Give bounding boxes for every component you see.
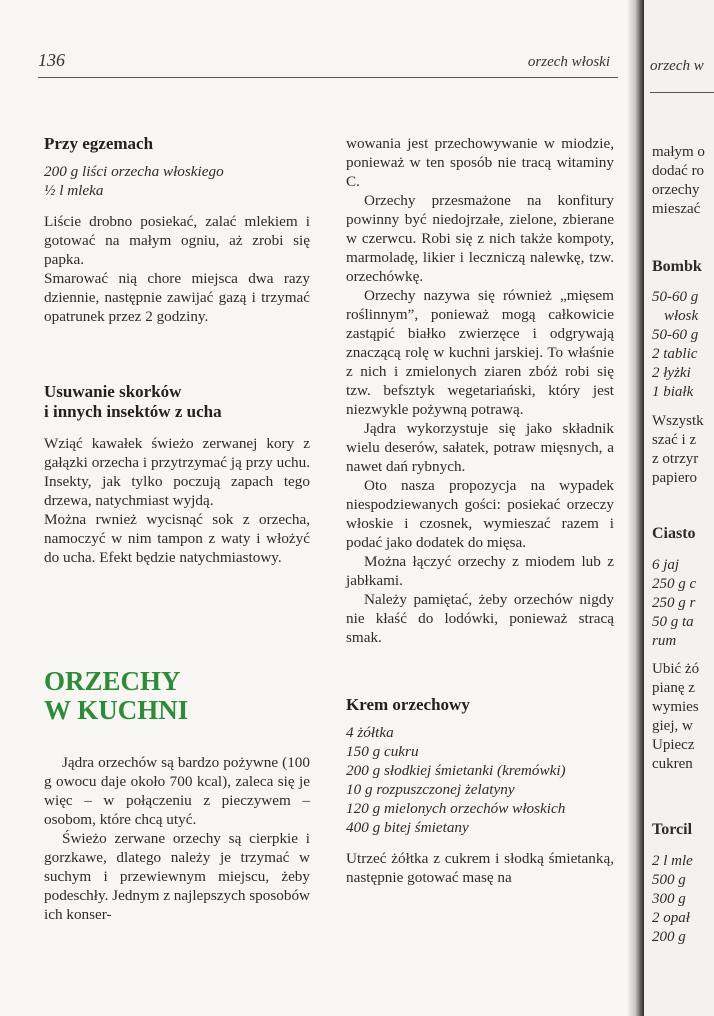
- running-title: orzech włoski: [527, 54, 610, 70]
- ingredient: ½ l mleka: [44, 182, 104, 199]
- facing-ingredient: 300 g: [652, 891, 686, 907]
- section-title-line2: W KUCHNI: [44, 695, 189, 725]
- facing-ingredient: 250 g r: [652, 595, 696, 611]
- facing-text-line: giej, w: [652, 718, 693, 734]
- recipe-title-eczema: Przy egzemach: [44, 134, 154, 153]
- paragraph: Należy pamiętać, żeby orzechów nigdy nie kłaść do lodówki, ponieważ stracą smak.: [346, 591, 614, 646]
- facing-page: [644, 0, 714, 1016]
- facing-ingredient: 2 l mle: [652, 853, 693, 869]
- facing-text-line: małym o: [652, 144, 705, 160]
- recipe-title-insects-line1: Usuwanie skorków: [44, 382, 182, 401]
- ingredient: 200 g liści orzecha włoskiego: [44, 163, 224, 180]
- spacer: [44, 326, 310, 382]
- recipe-title-insects-line2: i innych insektów z ucha: [44, 402, 222, 421]
- ingredient: 400 g bitej śmietany: [346, 819, 469, 836]
- facing-ingredient: 50-60 g: [652, 327, 699, 343]
- section-title-line1: ORZECHY: [44, 666, 181, 696]
- facing-ingredient: 2 łyżki: [652, 365, 691, 381]
- ingredient: 4 żółtka: [346, 724, 394, 741]
- facing-text-line: z otrzyr: [652, 451, 699, 467]
- facing-ingredient: rum: [652, 633, 677, 649]
- facing-running-title: orzech w: [650, 58, 704, 74]
- paragraph: Orzechy przesmażone na konfitury powinny być niedojrzałe, zielone, zbierane w czerwcu. Robi się z nich także kompoty, marmoladę, likier i leczniczą nalewkę, tzw. orzechówkę.: [346, 192, 614, 285]
- paragraph: Orzechy nazywa się również „mięsem roślinnym”, ponieważ mogą całkowicie zastąpić białko zwierzęce i odgrywają znaczącą rolę w kuchni jarskiej. To właśnie z nich i zmielonych ziaren zbóż robi się tzw. befsztyk wegetariański, który jest niezwykle pożywną potrawą.: [346, 287, 614, 418]
- facing-text-line: szać i z: [652, 432, 697, 448]
- facing-ingredient: 1 białk: [652, 384, 694, 400]
- facing-text-line: Wszystk: [652, 413, 704, 429]
- facing-text-line: orzechy: [652, 182, 700, 198]
- spacer: [346, 647, 614, 695]
- spacer: [44, 422, 310, 434]
- spacer: [44, 725, 310, 753]
- recipe-title-walnut-cream: Krem orzechowy: [346, 695, 470, 714]
- paragraph: Oto nasza propozycja na wypadek niespodziewanych gości: posiekać orzeczy włoskie i czosnek, wymieszać razem i podać jako dodatek do mięsa.: [346, 477, 614, 551]
- paragraph: Jądra orzechów są bardzo pożywne (100 g owocu daje około 700 kcal), zaleca się je więc – w połączeniu z pieczywem – osobom, które chcą utyć.: [44, 754, 310, 828]
- paragraph: Można rwnież wycisnąć sok z orzecha, namoczyć w nim tampon z waty i włożyć do ucha. Efekt będzie natychmiastowy.: [44, 511, 310, 566]
- facing-text-line: mieszać: [652, 201, 701, 217]
- facing-recipe-title: Bombk: [652, 258, 702, 275]
- ingredient: 10 g rozpuszczonej żelatyny: [346, 781, 515, 798]
- facing-text-line: dodać ro: [652, 163, 705, 179]
- ingredient-list: [346, 723, 614, 837]
- ingredient: 200 g słodkiej śmietanki (kremówki): [346, 762, 566, 779]
- left-column: [44, 134, 310, 924]
- paragraph: Jądra wykorzystuje się jako składnik wielu deserów, sałatek, potraw mięsnych, a nawet dań rybnych.: [346, 420, 614, 475]
- facing-ingredient: 50-60 g: [652, 289, 699, 305]
- paragraph: Wziąć kawałek świeżo zerwanej kory z gałązki orzecha i przytrzymać ją przy uchu. Insekty, jak tylko poczują zapach tego drzewa, natychmiast wyjdą.: [44, 435, 310, 509]
- facing-recipe-title: Ciasto: [652, 525, 696, 542]
- header-rule: [38, 77, 618, 78]
- paragraph: Smarować nią chore miejsca dwa razy dziennie, następnie zawijać gazą i trzymać opatrunek przez 2 godziny.: [44, 270, 310, 325]
- facing-text-line: Ubić żó: [652, 661, 700, 677]
- facing-ingredient: 200 g: [652, 929, 686, 945]
- facing-recipe-title: Torcil: [652, 821, 693, 838]
- facing-ingredient: 6 jaj: [652, 557, 680, 573]
- facing-text-line: pianę z: [652, 680, 695, 696]
- facing-text-line: wymies: [652, 699, 699, 715]
- facing-ingredient: 2 opał: [652, 910, 690, 926]
- paragraph: Liście drobno posiekać, zalać mlekiem i gotować na małym ogniu, aż zrobi się papka.: [44, 213, 310, 268]
- facing-text-line: Upiecz: [652, 737, 695, 753]
- facing-ingredient: 500 g: [652, 872, 686, 888]
- paragraph: wowania jest przechowywanie w miodzie, ponieważ w ten sposób nie tracą witaminy C.: [346, 135, 614, 190]
- ingredient: 150 g cukru: [346, 743, 419, 760]
- facing-text-line: papiero: [652, 470, 697, 486]
- facing-header-rule: [650, 92, 714, 93]
- paragraph: Można łączyć orzechy z miodem lub z jabłkami.: [346, 553, 614, 589]
- ingredient-list: [44, 162, 310, 200]
- facing-ingredient: 50 g ta: [652, 614, 694, 630]
- right-column: [346, 134, 614, 887]
- page-number: 136: [38, 50, 65, 70]
- facing-ingredient: 250 g c: [652, 576, 697, 592]
- book-spine-shadow: [628, 0, 644, 1016]
- paragraph: Utrzeć żółtka z cukrem i słodką śmietanką, następnie gotować masę na: [346, 850, 614, 886]
- facing-ingredient: włosk: [664, 308, 699, 324]
- paragraph: Świeżo zerwane orzechy są cierpkie i gorzkawe, dlatego należy je trzymać w suchym i przewiewnym miejscu, żeby podeschły. Jednym z najlepszych sposobów ich konser-: [44, 830, 311, 923]
- facing-ingredient: 2 tablic: [652, 346, 698, 362]
- facing-text-line: cukren: [652, 756, 693, 772]
- ingredient: 120 g mielonych orzechów włoskich: [346, 800, 566, 817]
- spacer: [44, 567, 310, 667]
